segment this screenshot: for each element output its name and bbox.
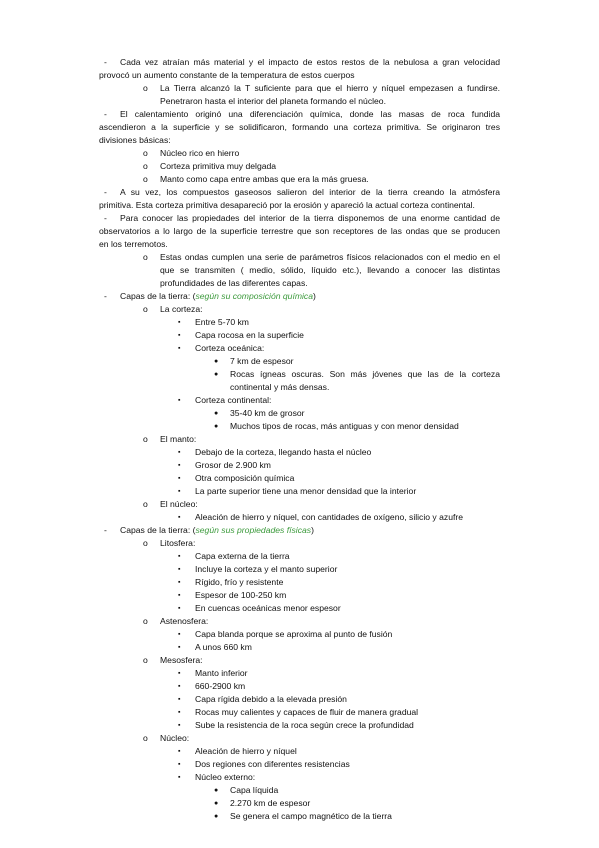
section-heading [120, 525, 314, 536]
list-item: Capa líquida [230, 785, 279, 795]
square-marker: ▪ [178, 670, 181, 677]
square-marker: ▪ [178, 449, 181, 456]
paragraph-line: observatorios a lo largo de la superficie terrestre que son receptores de las ondas que se producen [99, 226, 500, 236]
list-item: Entre 5-70 km [195, 317, 249, 327]
paragraph-line: divisiones básicas: [99, 135, 171, 145]
list-item: Manto inferior [195, 668, 248, 678]
circle-marker: o [143, 161, 148, 171]
dot-marker: ● [214, 813, 219, 820]
paragraph-line: profundidades de las diferentes capas. [160, 278, 308, 288]
list-item: Capa rocosa en la superficie [195, 330, 304, 340]
section-heading [120, 291, 316, 302]
list-item: Núcleo rico en hierro [160, 148, 240, 158]
list-item: Corteza oceánica: [195, 343, 265, 353]
square-marker: ▪ [178, 488, 181, 495]
dot-marker: ● [214, 410, 219, 417]
list-item: Rocas ígneas oscuras. Son más jóvenes que las de la corteza [230, 369, 500, 379]
list-item: Incluye la corteza y el manto superior [195, 564, 338, 574]
square-marker: ▪ [178, 514, 181, 521]
list-item: 35-40 km de grosor [230, 408, 305, 418]
list-item: Manto como capa entre ambas que era la más gruesa. [160, 174, 369, 184]
square-marker: ▪ [178, 475, 181, 482]
list-item: Muchos tipos de rocas, más antiguas y con menor densidad [230, 421, 459, 431]
square-marker: ▪ [178, 332, 181, 339]
paragraph-line: en los terremotos. [99, 239, 168, 249]
list-item: Corteza continental: [195, 395, 272, 405]
list-item: Se genera el campo magnético de la tierra [230, 811, 392, 821]
subsection-title: Litosfera: [160, 538, 196, 548]
square-marker: ▪ [178, 345, 181, 352]
section-close: ) [312, 291, 316, 301]
square-marker: ▪ [178, 748, 181, 755]
square-marker: ▪ [178, 683, 181, 690]
square-marker: ▪ [178, 761, 181, 768]
list-item: 2.270 km de espesor [230, 798, 311, 808]
square-marker: ▪ [178, 397, 181, 404]
dash-marker: - [104, 57, 107, 67]
dot-marker: ● [214, 371, 219, 378]
subsection-title: El núcleo: [160, 499, 198, 509]
paragraph-line: Estas ondas cumplen una serie de parámetros físicos relacionados con el medio en el [160, 252, 500, 262]
dash-marker: - [104, 187, 107, 197]
square-marker: ▪ [178, 553, 181, 560]
dot-marker: ● [214, 358, 219, 365]
circle-marker: o [143, 499, 148, 509]
square-marker: ▪ [178, 462, 181, 469]
section-title: Capas de la tierra: ( [120, 291, 196, 301]
square-marker: ▪ [178, 566, 181, 573]
list-item: Corteza primitiva muy delgada [160, 161, 277, 171]
circle-marker: o [143, 538, 148, 548]
circle-marker: o [143, 174, 148, 184]
list-item: Núcleo externo: [195, 772, 256, 782]
section-title: Capas de la tierra: ( [120, 525, 196, 535]
dot-marker: ● [214, 800, 219, 807]
list-item: Otra composición química [195, 473, 295, 483]
square-marker: ▪ [178, 579, 181, 586]
paragraph-line: Cada vez atraían más material y el impacto de estos restos de la nebulosa a gran velocidad [120, 57, 500, 67]
square-marker: ▪ [178, 319, 181, 326]
subsection-title: Núcleo: [160, 733, 190, 743]
square-marker: ▪ [178, 644, 181, 651]
list-item: Capa externa de la tierra [195, 551, 290, 561]
square-marker: ▪ [178, 592, 181, 599]
list-item: La parte superior tiene una menor densidad que la interior [195, 486, 417, 496]
square-marker: ▪ [178, 709, 181, 716]
circle-marker: o [143, 733, 148, 743]
list-item: continental y más densas. [230, 382, 330, 392]
square-marker: ▪ [178, 774, 181, 781]
list-item: Rígido, frío y resistente [195, 577, 284, 587]
paragraph-line: A su vez, los compuestos gaseosos salieron del interior de la tierra creando la atmósfera [120, 187, 500, 197]
square-marker: ▪ [178, 722, 181, 729]
circle-marker: o [143, 434, 148, 444]
circle-marker: o [143, 252, 148, 262]
circle-marker: o [143, 616, 148, 626]
paragraph-line: provocó un aumento constante de la temperatura de estos cuerpos [99, 70, 355, 80]
list-item: Aleación de hierro y níquel [195, 746, 297, 756]
list-item: A unos 660 km [195, 642, 252, 652]
dash-marker: - [104, 109, 107, 119]
square-marker: ▪ [178, 605, 181, 612]
paragraph-line: que se transmiten ( medio, sólido, líquido etc.), llevando a conocer las distintas [160, 265, 500, 275]
list-item: Aleación de hierro y níquel, con cantidades de oxígeno, silicio y azufre [195, 512, 464, 522]
list-item: Rocas muy calientes y capaces de fluir de manera gradual [195, 707, 419, 717]
paragraph-line: La Tierra alcanzó la T suficiente para que el hierro y níquel empezasen a fundirse. [160, 83, 500, 93]
list-item: Capa blanda porque se aproxima al punto de fusión [195, 629, 393, 639]
list-item: 7 km de espesor [230, 356, 294, 366]
paragraph-line: Para conocer las propiedades del interior de la tierra disponemos de una enorme cantidad de [120, 213, 500, 223]
square-marker: ▪ [178, 696, 181, 703]
circle-marker: o [143, 655, 148, 665]
circle-marker: o [143, 83, 148, 93]
paragraph-line: Penetraron hasta el interior del planeta formando el núcleo. [160, 96, 386, 106]
dot-marker: ● [214, 423, 219, 430]
paragraph-line: primitiva. Esta corteza primitiva desapareció por la erosión y apareció la actual corteza continental. [99, 200, 475, 210]
list-item: Grosor de 2.900 km [195, 460, 271, 470]
section-close: ) [311, 525, 314, 535]
list-item: En cuencas oceánicas menor espesor [195, 603, 341, 613]
list-item: 660-2900 km [195, 681, 246, 691]
paragraph-line: ascendieron a la superficie y se solidificaron, formando una corteza primitiva. Se originaron tres [99, 122, 500, 132]
subsection-title: Astenosfera: [160, 616, 209, 626]
list-item: Capa rígida debido a la elevada presión [195, 694, 347, 704]
subsection-title: El manto: [160, 434, 197, 444]
list-item: Espesor de 100-250 km [195, 590, 287, 600]
subsection-title: La corteza: [160, 304, 203, 314]
paragraph-line: El calentamiento originó una diferenciación química, donde las masas de roca fundida [120, 109, 500, 119]
section-qualifier: según sus propiedades físicas [195, 525, 312, 535]
list-item: Debajo de la corteza, llegando hasta el núcleo [195, 447, 372, 457]
subsection-title: Mesosfera: [160, 655, 203, 665]
circle-marker: o [143, 148, 148, 158]
section-qualifier: según su composición química [195, 291, 313, 301]
dash-marker: - [104, 213, 107, 223]
square-marker: ▪ [178, 631, 181, 638]
dash-marker: - [104, 291, 107, 301]
list-item: Sube la resistencia de la roca según crece la profundidad [195, 720, 414, 730]
dash-marker: - [104, 525, 107, 535]
list-item: Dos regiones con diferentes resistencias [195, 759, 350, 769]
dot-marker: ● [214, 787, 219, 794]
circle-marker: o [143, 304, 148, 314]
